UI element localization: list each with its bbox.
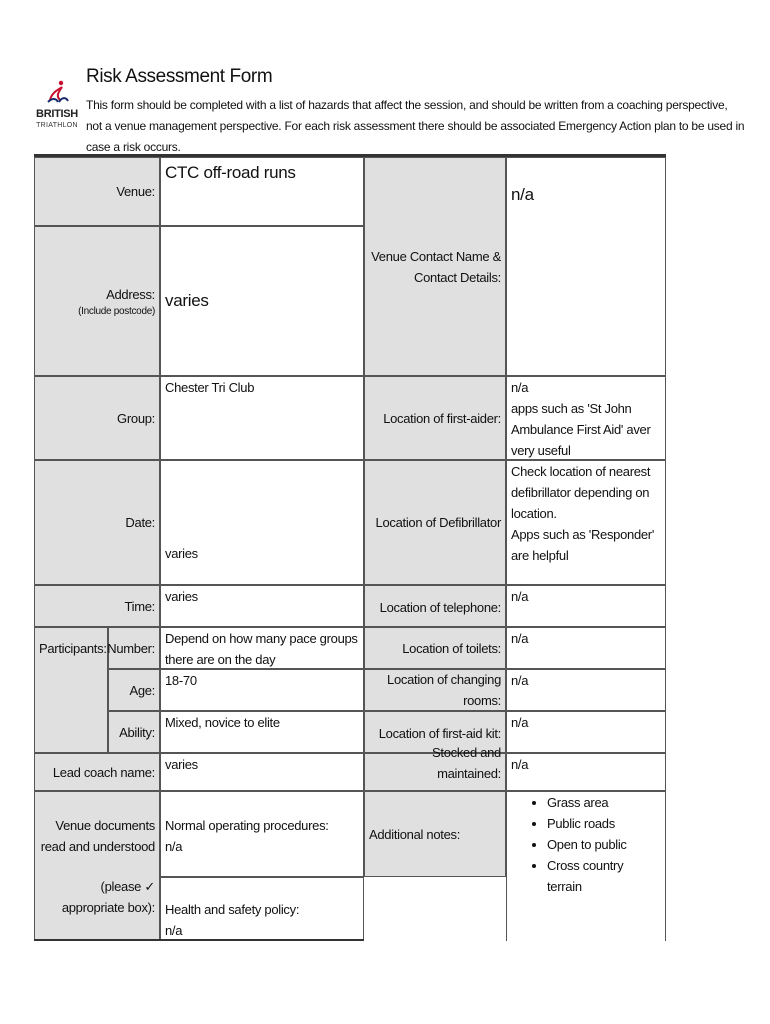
venue-docs-label: [34, 791, 160, 941]
notes-item: • Cross country terrain: [547, 855, 661, 897]
time-label: Time:: [34, 585, 160, 627]
nop-value: n/a: [165, 839, 183, 854]
notes-item: • Grass area: [547, 792, 661, 813]
additional-notes-value[interactable]: [506, 791, 666, 941]
changing-rooms-value[interactable]: n/a: [506, 669, 666, 711]
group-value[interactable]: Chester Tri Club: [160, 376, 364, 460]
health-safety-policy-cell[interactable]: [160, 877, 364, 941]
telephone-value[interactable]: n/a: [506, 585, 666, 627]
participants-label: Participants:: [34, 627, 108, 753]
age-label: Age:: [108, 669, 160, 711]
form-description: This form should be completed with a list of hazards that affect the session, and should be written from a coaching perspective, not a venue management perspective. For each risk assessment there should be associated Emergency Action plan to be used in case a risk occurs.: [86, 98, 745, 154]
defibrillator-label: Location of Defibrillator: [364, 460, 506, 585]
address-label-sub: (Include postcode): [78, 305, 155, 317]
first-aid-kit-value[interactable]: n/a: [506, 711, 666, 753]
notes-item: • Open to public: [547, 834, 661, 855]
toilets-label: Location of toilets:: [364, 627, 506, 669]
notes-list: [511, 792, 661, 897]
venue-label: Venue:: [34, 157, 160, 226]
triathlon-figure-icon: [36, 78, 78, 108]
age-value[interactable]: 18-70: [160, 669, 364, 711]
first-aider-value[interactable]: n/a apps such as 'St John Ambulance First Aid' aver very useful: [506, 376, 666, 460]
notes-item: • Public roads: [547, 813, 661, 834]
bottom-rule: [34, 939, 364, 941]
date-label: Date:: [34, 460, 160, 585]
changing-rooms-label: Location of changing rooms:: [364, 669, 506, 711]
lead-coach-label: Lead coach name:: [34, 753, 160, 791]
british-triathlon-logo: [36, 78, 78, 138]
ability-value[interactable]: Mixed, novice to elite: [160, 711, 364, 753]
lead-coach-value[interactable]: varies: [160, 753, 364, 791]
hsp-label: Health and safety policy:: [165, 902, 300, 917]
form-title: Risk Assessment Form: [86, 66, 273, 87]
address-value[interactable]: varies: [160, 226, 364, 376]
toilets-value[interactable]: n/a: [506, 627, 666, 669]
first-aider-label: Location of first-aider:: [364, 376, 506, 460]
venue-contact-label: Venue Contact Name & Contact Details:: [364, 157, 506, 376]
stocked-label: Stocked and maintained:: [364, 753, 506, 791]
address-label-text: Address:: [106, 286, 155, 302]
nop-label: Normal operating procedures:: [165, 818, 329, 833]
address-label: [34, 226, 160, 376]
venue-docs-label-text: Venue documents read and understood: [40, 818, 155, 854]
logo-word-triathlon: TRIATHLON: [36, 122, 78, 129]
hsp-value: n/a: [165, 923, 183, 938]
ability-label: Ability:: [108, 711, 160, 753]
telephone-label: Location of telephone:: [364, 585, 506, 627]
date-value[interactable]: varies: [160, 460, 364, 585]
number-value[interactable]: Depend on how many pace groups there are on the day: [160, 627, 364, 669]
defibrillator-value[interactable]: Check location of nearest defibrillator depending on location. Apps such as 'Responder' are helpful: [506, 460, 666, 585]
stocked-value[interactable]: n/a: [506, 753, 666, 791]
first-aid-kit-label: Location of first-aid kit:: [364, 711, 506, 753]
time-value[interactable]: varies: [160, 585, 364, 627]
additional-notes-label: Additional notes:: [364, 791, 506, 877]
venue-value[interactable]: CTC off-road runs: [160, 157, 364, 226]
normal-operating-procedures-cell[interactable]: [160, 791, 364, 877]
venue-contact-value[interactable]: n/a: [506, 157, 666, 376]
group-label: Group:: [34, 376, 160, 460]
number-label: Number:: [108, 627, 160, 669]
venue-docs-label-sub: (please ✓ appropriate box):: [61, 879, 155, 915]
logo-word-british: BRITISH: [36, 108, 78, 120]
